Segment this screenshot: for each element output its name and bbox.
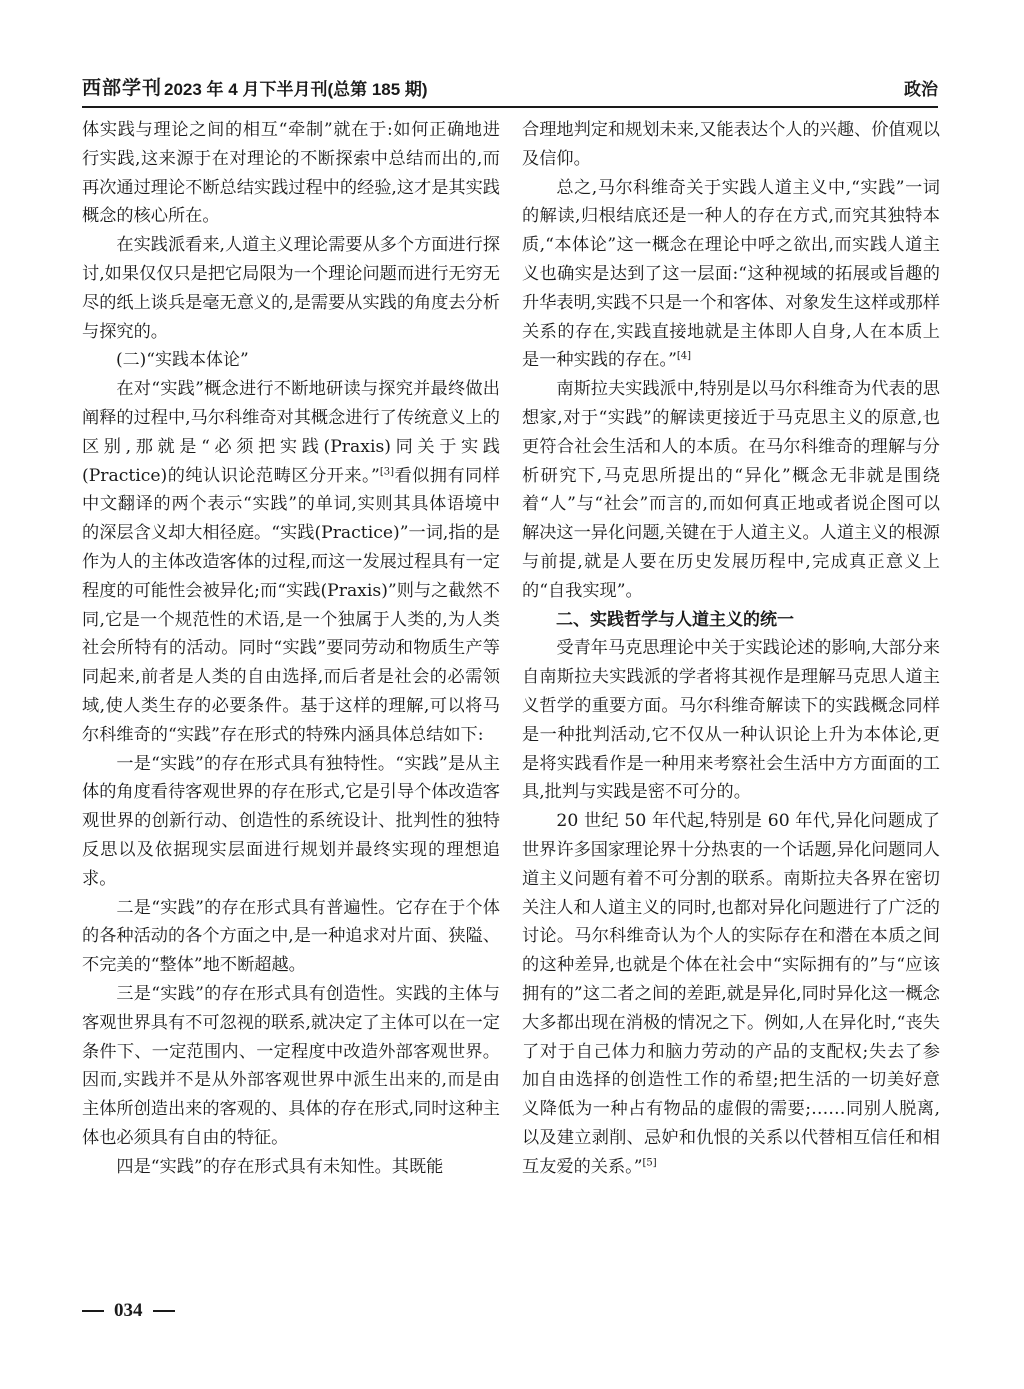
paragraph-text: 总之,马尔科维奇关于实践人道主义中,“实践”一词的解读,归根结底还是一种人的存在方式,而究其独特本质,“本体论”这一概念在理论中呼之欲出,而实践人道主义也确实是达到了这一层面:“这种视域的拓展或旨趣的升华表明,实践不只是一个和客体、对象发生这样或那样关系的存在,实践直接地就是主体即人自身,人在本质上是一种实践的存在。” — [522, 177, 940, 371]
paragraph-text: 在实践派看来,人道主义理论需要从多个方面进行探讨,如果仅仅只是把它局限为一个理论问题而进行无穷无尽的纸上谈兵是毫无意义的,是需要从实践的角度去分析与探究的。 — [82, 235, 500, 342]
paragraph — [522, 174, 940, 376]
section-name: 政治 — [904, 80, 938, 99]
paragraph — [522, 116, 940, 174]
page-footer — [82, 1300, 175, 1322]
paragraph — [82, 375, 500, 749]
right-column — [522, 116, 940, 1181]
footer-dash-right — [153, 1310, 175, 1312]
header-left — [82, 73, 428, 100]
left-column — [82, 116, 500, 1181]
citation-marker: [4] — [676, 350, 692, 362]
paragraph — [82, 750, 500, 894]
subsection-heading — [82, 346, 500, 375]
paragraph — [82, 1153, 500, 1182]
paragraph-text: 20 世纪 50 年代起,特别是 60 年代,异化问题成了世界许多国家理论界十分热衷的一个话题,异化问题同人道主义问题有着不可分割的联系。南斯拉夫各界在密切关注人和人道主义的同时,也都对异化问题进行了广泛的讨论。马尔科维奇认为个人的实际存在和潜在本质之间的这种差异,也就是个体在社会中“实际拥有的”与“应该拥有的”这二者之间的差距,就是异化,同时异化这一概念大多都出现在消极的情况之下。例如,人在异化时,“丧失了对于自己体力和脑力劳动的产品的支配权;失去了参加自由选择的创造性工作的希望;把生活的一切美好意义降低为一种占有物品的虚假的需要;……同别人脱离,以及建立剥削、忌妒和仇恨的关系以代替相互信任和相互友爱的关系。” — [522, 811, 940, 1177]
paragraph-text: 南斯拉夫实践派中,特别是以马尔科维奇为代表的思想家,对于“实践”的解读更接近于马克思主义的原意,也更符合社会生活和人的本质。在马尔科维奇的理解与分析研究下,马克思所提出的“异化”概念无非就是围绕着“人”与“社会”而言的,而如何真正地或者说企图可以解决这一异化问题,关键在于人道主义。人道主义的根源与前提,就是人要在历史发展历程中,完成真正意义上的“自我实现”。 — [522, 379, 940, 601]
paragraph — [82, 894, 500, 980]
paragraph-text: 三是“实践”的存在形式具有创造性。实践的主体与客观世界具有不可忽视的联系,就决定了主体可以在一定条件下、一定范围内、一定程度中改造外部客观世界。因而,实践并不是从外部客观世界中派生出来的,而是由主体所创造出来的客观的、具体的存在形式,同时这种主体也必须具有自由的特征。 — [82, 983, 500, 1148]
section-heading — [522, 606, 940, 635]
paragraph-text: 二是“实践”的存在形式具有普遍性。它存在于个体的各种活动的各个方面之中,是一种追求对片面、狭隘、不完美的“整体”地不断超越。 — [82, 897, 500, 976]
paragraph-text: 在对“实践”概念进行不断地研读与探究并最终做出阐释的过程中,马尔科维奇对其概念进行了传统意义上的区别,那就是“必须把实践(Praxis)同关于实践(Practice)的纯认识论范畴区分开来。” — [82, 379, 500, 486]
page-number: 034 — [114, 1300, 143, 1321]
paragraph — [82, 116, 500, 231]
paragraph-text: 受青年马克思理论中关于实践论述的影响,大部分来自南斯拉夫实践派的学者将其视作是理解马克思人道主义哲学的重要方面。马尔科维奇解读下的实践概念同样是一种批判活动,它不仅从一种认识论上升为本体论,更是将实践看作是一种用来考察社会生活中方方面面的工具,批判与实践是密不可分的。 — [522, 638, 940, 803]
citation-marker: [3] — [379, 465, 395, 477]
journal-name: 西部学刊 — [82, 77, 163, 99]
citation-marker: [5] — [642, 1156, 657, 1168]
paragraph — [522, 375, 940, 605]
paragraph-text: 体实践与理论之间的相互“牵制”就在于:如何正确地进行实践,这来源于在对理论的不断探索中总结而出的,而再次通过理论不断总结实践过程中的经验,这才是其实践概念的核心所在。 — [82, 120, 500, 227]
paragraph-text: 合理地判定和规划未来,又能表达个人的兴趣、价值观以及信仰。 — [522, 120, 940, 169]
paragraph-text: 一是“实践”的存在形式具有独特性。“实践”是从主体的角度看待客观世界的存在形式,它是引导个体改造客观世界的创新行动、创造性的系统设计、批判性的独特反思以及依据现实层面进行规划并最终实现的理想追求。 — [82, 753, 500, 889]
paragraph — [82, 980, 500, 1153]
paragraph — [82, 231, 500, 346]
running-header — [82, 70, 938, 108]
paragraph — [522, 807, 940, 1181]
footer-dash-left — [82, 1310, 104, 1312]
paragraph-text: 四是“实践”的存在形式具有未知性。其既能 — [116, 1156, 444, 1177]
issue-info: 2023 年 4 月下半月刊(总第 185 期) — [164, 80, 428, 99]
paragraph-text: (二)“实践本体论” — [116, 350, 249, 371]
paragraph-text: 二、实践哲学与人道主义的统一 — [556, 609, 794, 629]
paragraph — [522, 634, 940, 807]
paragraph-text-continued: 看似拥有同样中文翻译的两个表示“实践”的单词,实则其具体语境中的深层含义却大相径庭。“实践(Practice)”一词,指的是作为人的主体改造客体的过程,而这一发展过程具有一定程度的可能性会被异化;而“实践(Praxis)”则与之截然不同,它是一个规范性的术语,是一个独属于人类的,为人类社会所特有的活动。同时“实践”要同劳动和物质生产等同起来,前者是人类的自由选择,而后者是社会的必需领域,使人类生存的必要条件。基于这样的理解,可以将马尔科维奇的“实践”存在形式的特殊内涵具体总结如下: — [82, 465, 500, 745]
